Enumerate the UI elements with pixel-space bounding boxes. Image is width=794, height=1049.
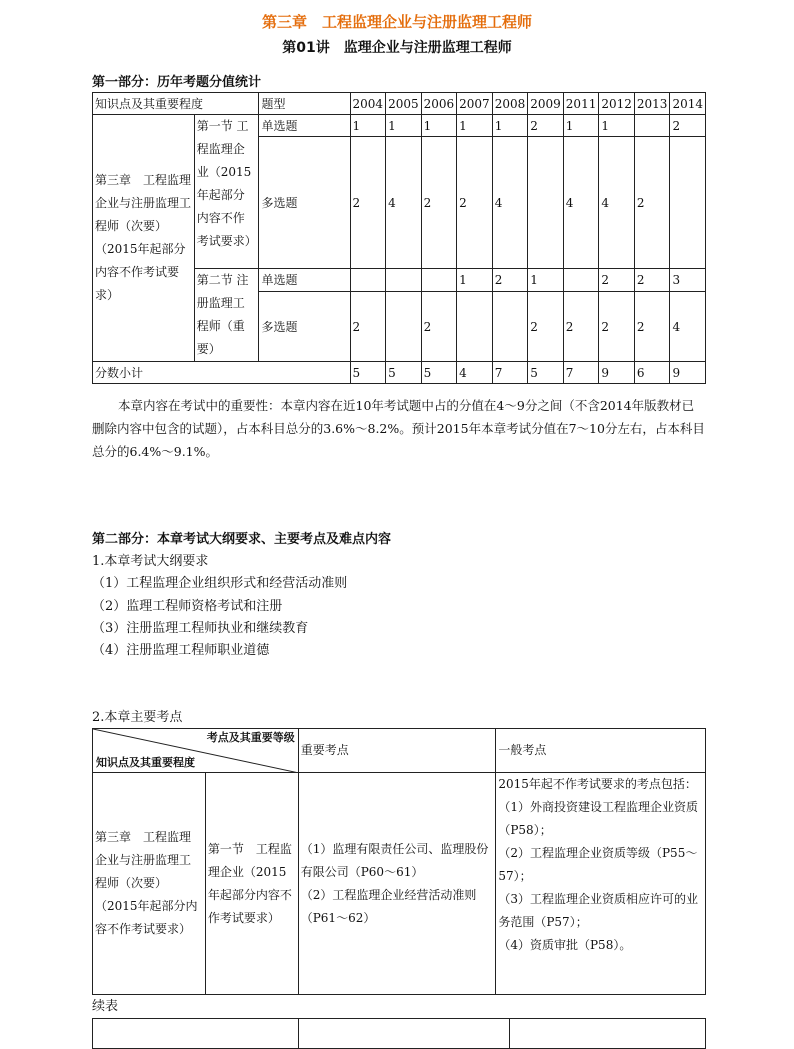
outline-item: （1）工程监理企业组织形式和经营活动准则 (92, 576, 348, 591)
subtotal-cell: 4 (457, 362, 493, 384)
diagonal-header-cell (93, 729, 299, 773)
subtotal-row (93, 362, 706, 384)
score-cell (421, 269, 457, 292)
table-row (93, 1019, 706, 1049)
header-year: 2009 (528, 93, 564, 115)
type-cell: 单选题 (259, 115, 350, 137)
section2-cell: 第二节 注册监理工程师（重要） (194, 269, 259, 362)
chapter-cell: 第三章 工程监理企业与注册监理工程师（次要）（2015年起部分内容不作考试要求） (93, 773, 206, 995)
header-year: 2012 (599, 93, 635, 115)
outline-item: （2）监理工程师资格考试和注册 (92, 599, 283, 614)
table-cell (93, 1019, 299, 1049)
subtotal-cell: 9 (670, 362, 706, 384)
outline-title: 1.本章考试大纲要求 (92, 554, 209, 569)
score-cell: 1 (386, 115, 422, 137)
score-cell: 2 (599, 292, 635, 362)
score-cell (457, 292, 493, 362)
score-cell: 2 (634, 269, 670, 292)
score-cell: 2 (421, 292, 457, 362)
header-year: 2007 (457, 93, 493, 115)
subtotal-cell: 5 (421, 362, 457, 384)
score-cell: 1 (457, 115, 493, 137)
score-cell: 2 (634, 292, 670, 362)
table-header-row (93, 93, 706, 115)
continued-label: 续表 (92, 999, 119, 1014)
subtotal-cell: 7 (563, 362, 599, 384)
subtotal-label: 分数小计 (93, 362, 351, 384)
general-points-cell (496, 773, 706, 995)
score-cell: 1 (421, 115, 457, 137)
general-point: （3）工程监理企业资质相应许可的业务范围（P57）； (498, 892, 698, 929)
score-cell: 2 (599, 269, 635, 292)
score-cell: 3 (670, 269, 706, 292)
chapter-cell: 第三章 工程监理企业与注册监理工程师（次要）（2015年起部分内容不作考试要求） (93, 115, 195, 362)
score-cell: 1 (350, 115, 386, 137)
section-cell: 第一节 工程监理企业（2015年起部分内容不作考试要求） (205, 773, 298, 995)
diagonal-bottom-label: 知识点及其重要程度 (96, 756, 195, 769)
key-points-cell (298, 773, 496, 995)
table-cell (298, 1019, 510, 1049)
score-statistics-table (92, 92, 706, 384)
score-cell: 1 (492, 115, 528, 137)
header-knowledge: 知识点及其重要程度 (93, 93, 259, 115)
outline-item: （3）注册监理工程师执业和继续教育 (92, 621, 309, 636)
score-cell: 4 (670, 292, 706, 362)
score-cell: 2 (634, 137, 670, 269)
score-cell: 2 (528, 292, 564, 362)
score-cell: 2 (528, 115, 564, 137)
table-row (93, 115, 706, 137)
score-cell (350, 269, 386, 292)
score-cell: 2 (492, 269, 528, 292)
subtotal-cell: 5 (350, 362, 386, 384)
chapter-title: 第三章 工程监理企业与注册监理工程师 (261, 13, 532, 31)
type-cell: 多选题 (259, 137, 350, 269)
importance-note-text: 本章内容在考试中的重要性：本章内容在近10年考试题中占的分值在4～9分之间（不含2014年版教材已删除内容中包含的试题），占本科目总分的3.6%～8.2%。预计2015年本章考试分值在7～10分左右，占本科目总分的6.4%～9.1%。 (92, 398, 705, 459)
score-cell: 1 (599, 115, 635, 137)
score-cell: 1 (457, 269, 493, 292)
lecture-title: 第01讲 监理企业与注册监理工程师 (282, 40, 512, 56)
subtotal-cell: 9 (599, 362, 635, 384)
part1-heading: 第一部分：历年考题分值统计 (92, 75, 262, 90)
header-type: 题型 (259, 93, 350, 115)
score-cell: 2 (670, 115, 706, 137)
type-cell: 多选题 (259, 292, 350, 362)
header-year: 2008 (492, 93, 528, 115)
score-cell: 4 (599, 137, 635, 269)
general-point: 2015年起不作考试要求的考点包括： (498, 777, 697, 791)
header-year: 2005 (386, 93, 422, 115)
score-cell: 1 (528, 269, 564, 292)
score-cell: 2 (421, 137, 457, 269)
key-point: （2）工程监理企业经营活动准则（P61～62） (300, 887, 477, 925)
subtotal-cell: 7 (492, 362, 528, 384)
section1-cell: 第一节 工程监理企业（2015年起部分内容不作考试要求） (194, 115, 259, 269)
table-row (93, 773, 706, 995)
subtotal-cell: 6 (634, 362, 670, 384)
part2-heading: 第二部分：本章考试大纲要求、主要考点及难点内容 (92, 532, 392, 547)
score-cell (528, 137, 564, 269)
general-point: （4）资质审批（P58）。 (498, 938, 632, 952)
subtotal-cell: 5 (528, 362, 564, 384)
header-year: 2014 (670, 93, 706, 115)
continued-table (92, 1018, 706, 1049)
score-cell: 4 (563, 137, 599, 269)
score-cell (563, 269, 599, 292)
table-cell (510, 1019, 706, 1049)
score-cell: 4 (492, 137, 528, 269)
score-cell (670, 137, 706, 269)
general-point: （1）外商投资建设工程监理企业资质（P58）； (498, 800, 698, 837)
outline-item: （4）注册监理工程师职业道德 (92, 643, 270, 658)
subtotal-cell: 5 (386, 362, 422, 384)
score-cell: 2 (350, 137, 386, 269)
table-header-row (93, 729, 706, 773)
type-cell: 单选题 (259, 269, 350, 292)
header-year: 2006 (421, 93, 457, 115)
score-cell (386, 292, 422, 362)
score-cell: 2 (563, 292, 599, 362)
header-key-points: 重要考点 (298, 729, 496, 773)
score-cell: 2 (350, 292, 386, 362)
header-general-points: 一般考点 (496, 729, 706, 773)
header-year: 2004 (350, 93, 386, 115)
header-year: 2013 (634, 93, 670, 115)
score-cell: 2 (457, 137, 493, 269)
header-year: 2011 (563, 93, 599, 115)
score-cell (386, 269, 422, 292)
score-cell: 1 (563, 115, 599, 137)
importance-note (92, 394, 706, 463)
score-cell (634, 115, 670, 137)
key-points-title: 2.本章主要考点 (92, 710, 183, 725)
score-cell: 4 (386, 137, 422, 269)
key-point: （1）监理有限责任公司、监理股份有限公司（P60～61） (300, 841, 489, 879)
key-points-table (92, 728, 706, 995)
score-cell (492, 292, 528, 362)
general-point: （2）工程监理企业资质等级（P55～57）； (498, 846, 698, 883)
diagonal-top-label: 考点及其重要等级 (206, 731, 295, 744)
